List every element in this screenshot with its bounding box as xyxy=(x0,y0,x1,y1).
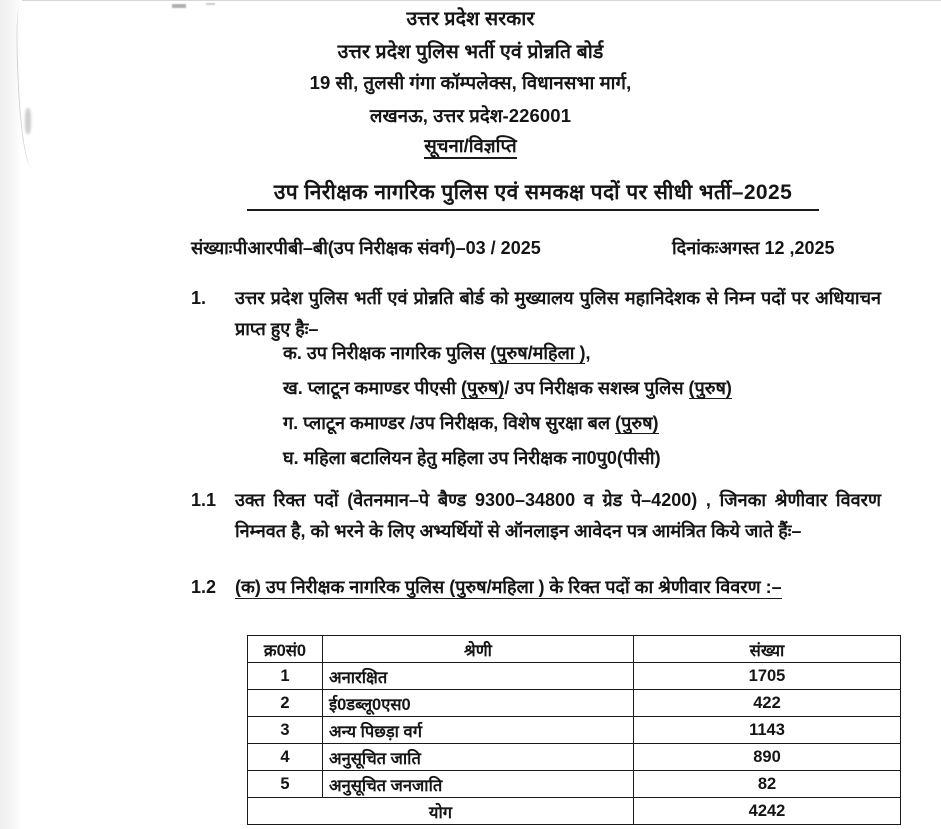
paragraph-1-1-text: उक्त रिक्त पदों (वेतनमान–पे बैण्ड 9300–34800 व ग्रेड पे–4200) , जिनका श्रेणीवार विवरण निम्नवत है, को भरने के लिए अभ्यर्थियों से ऑनलाइन आवेदन पत्र आमंत्रित किये जाते हैंः– xyxy=(235,490,881,541)
cell-count: 422 xyxy=(634,690,901,717)
board-name: उत्तर प्रदेश पुलिस भर्ती एवं प्रोन्नति बोर्ड xyxy=(337,41,604,63)
vacancy-table-body xyxy=(248,663,901,825)
top-rule-artifact xyxy=(22,0,941,1)
table-row xyxy=(248,744,901,771)
table-row xyxy=(248,717,901,744)
table-total-row xyxy=(248,798,901,825)
page-title: उप निरीक्षक नागरिक पुलिस एवं समकक्ष पदों पर सीधी भर्ती–2025 xyxy=(247,178,819,211)
table-header-row xyxy=(248,636,901,663)
cell-category: अनुसूचित जाति xyxy=(323,744,634,771)
column-header-category: श्रेणी xyxy=(323,636,634,663)
list-item-post-a xyxy=(283,341,590,365)
cell-count: 1143 xyxy=(634,717,901,744)
list-item-label: घ. xyxy=(283,448,299,468)
paragraph-1-2 xyxy=(191,572,881,603)
paragraph-1-2-number: 1.2 xyxy=(191,577,217,597)
board-address-line: 19 सी, तुलसी गंगा कॉम्पलेक्स, विधानसभा मार्ग, xyxy=(309,72,632,93)
cell-total-value: 4242 xyxy=(634,798,901,825)
paragraph-1-text: उत्तर प्रदेश पुलिस भर्ती एवं प्रोन्नति बोर्ड को मुख्यालय पुलिस महानिदेशक से निम्न पदों पर अधियाचन प्राप्त हुए हैः– xyxy=(235,288,881,339)
cell-count: 82 xyxy=(634,771,901,798)
cell-count: 890 xyxy=(634,744,901,771)
cell-serial: 2 xyxy=(248,690,323,717)
list-item-suffix: , xyxy=(585,343,591,363)
paragraph-1 xyxy=(191,283,881,345)
column-header-serial: क्र0सं0 xyxy=(248,636,323,663)
list-item-emphasis: (पुरुष/महिला ) xyxy=(490,343,586,363)
cell-serial: 5 xyxy=(248,771,323,798)
board-city-pincode: लखनऊ, उत्तर प्रदेश-226001 xyxy=(369,105,572,126)
cell-category: अनारक्षित xyxy=(323,663,634,690)
list-item-emphasis-2: (पुरुष) xyxy=(688,378,732,398)
reference-number: संख्याःपीआरपीबी–बी(उप निरीक्षक संवर्ग)–03 / 2025 xyxy=(191,238,541,258)
list-item-post-c xyxy=(283,411,659,435)
table-row xyxy=(248,690,901,717)
list-item-post-b xyxy=(283,376,732,400)
list-item-emphasis: (पुरुष) xyxy=(615,413,659,433)
list-item-text: प्लाटून कमाण्डर पीएसी xyxy=(307,378,462,398)
paragraph-1-number: 1. xyxy=(191,288,207,308)
list-item-label: ग. xyxy=(283,413,299,433)
cell-serial: 1 xyxy=(248,663,323,690)
paragraph-1-2-text xyxy=(235,572,881,603)
column-header-count: संख्या xyxy=(634,636,901,663)
list-item-text: महिला बटालियन हेतु महिला उप निरीक्षक ना0पु0(पीसी) xyxy=(303,448,661,468)
list-item-label: ख. xyxy=(283,378,303,398)
vacancy-table xyxy=(247,635,901,825)
paragraph-1-2-underlined: (क) उप निरीक्षक नागरिक पुलिस (पुरुष/महिला ) के रिक्त पदों का श्रेणीवार विवरण :– xyxy=(235,577,782,597)
list-item-text-mid: / उप निरीक्षक सशस्त्र पुलिस xyxy=(504,378,689,398)
list-item-text: उप निरीक्षक नागरिक पुलिस xyxy=(306,343,491,363)
cell-serial: 4 xyxy=(248,744,323,771)
notice-heading xyxy=(0,133,941,158)
cell-total-label: योग xyxy=(248,798,634,825)
cell-category: अन्य पिछड़ा वर्ग xyxy=(323,717,634,744)
list-item-text: प्लाटून कमाण्डर /उप निरीक्षक, विशेष सुरक्षा बल xyxy=(303,413,616,433)
cell-category: अनुसूचित जनजाति xyxy=(323,771,634,798)
table-row xyxy=(248,663,901,690)
reference-date: दिनांकःअगस्त 12 ,2025 xyxy=(672,238,835,258)
cell-serial: 3 xyxy=(248,717,323,744)
paragraph-1-1 xyxy=(191,485,881,547)
government-name: उत्तर प्रदेश सरकार xyxy=(406,8,535,30)
list-item-emphasis: (पुरुष) xyxy=(461,378,505,398)
cell-count: 1705 xyxy=(634,663,901,690)
list-item-label: क. xyxy=(283,343,302,363)
table-row xyxy=(248,771,901,798)
notice-heading-text: सूचना/विज्ञप्ति xyxy=(424,135,516,159)
cell-category: ई0डब्लू0एस0 xyxy=(323,690,634,717)
vacancy-table-container xyxy=(247,635,863,825)
vacancy-table-head xyxy=(248,636,901,663)
list-item-post-d xyxy=(283,446,661,470)
paragraph-1-1-number: 1.1 xyxy=(191,490,217,510)
